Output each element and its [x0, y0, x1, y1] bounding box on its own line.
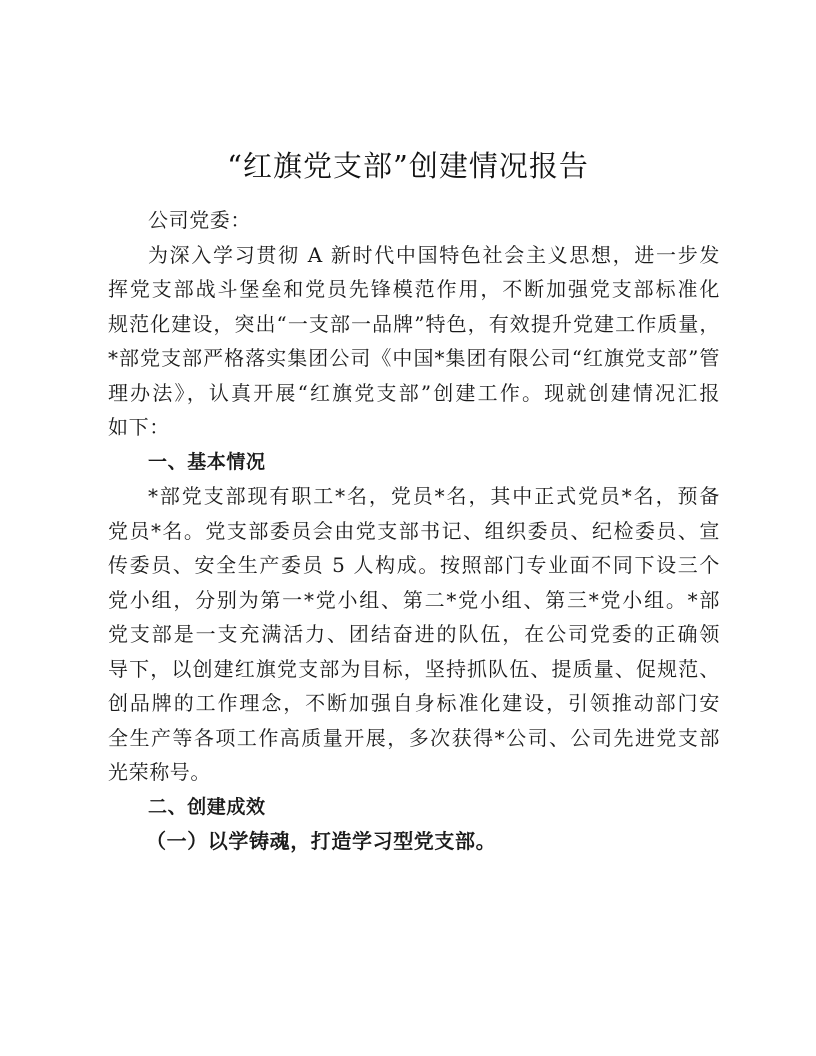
- paragraph-line: 如下：: [108, 415, 170, 439]
- paragraph-line: 理办法》，认真开展“红旗党支部”创建工作。现就创建情况汇报: [108, 380, 720, 405]
- paragraph-line: 挥党支部战斗堡垒和党员先锋模范作用，不断加强党支部标准化: [108, 277, 720, 301]
- paragraph-line: 全生产等各项工作高质量开展，多次获得*公司、公司先进党支部: [108, 725, 720, 750]
- section-heading-basic-info: 一、基本情况: [148, 450, 266, 473]
- salutation: 公司党委：: [148, 208, 251, 232]
- paragraph-line: 传委员、安全生产委员 5 人构成。按照部门专业面不同下设三个: [108, 553, 720, 577]
- document-title: “红旗党支部”创建情况报告: [227, 149, 589, 183]
- document-body: [108, 203, 720, 859]
- paragraph-line: 创品牌的工作理念，不断加强自身标准化建设，引领推动部门安: [108, 691, 720, 715]
- paragraph-line: *部党支部严格落实集团公司《中国*集团有限公司“红旗党支部”管: [108, 346, 720, 370]
- paragraph-line: 党支部是一支充满活力、团结奋进的队伍，在公司党委的正确领: [108, 622, 720, 646]
- section-heading-achievements: 二、创建成效: [148, 795, 266, 818]
- paragraph-line: 为深入学习贯彻 A 新时代中国特色社会主义思想，进一步发: [148, 242, 720, 267]
- paragraph-line: 党小组，分别为第一*党小组、第二*党小组、第三*党小组。*部: [108, 587, 720, 612]
- subsection-heading: （一）以学铸魂，打造学习型党支部。: [146, 829, 497, 853]
- intro-paragraph: [108, 238, 720, 445]
- paragraph-line: 导下，以创建红旗党支部为目标，坚持抓队伍、提质量、促规范、: [108, 656, 720, 681]
- paragraph-line: 光荣称号。: [108, 760, 211, 784]
- paragraph-line: 规范化建设，突出“一支部一品牌”特色，有效提升党建工作质量，: [108, 311, 720, 336]
- basic-info-paragraph: [108, 479, 720, 790]
- paragraph-line: *部党支部现有职工*名，党员*名，其中正式党员*名，预备: [148, 484, 720, 508]
- paragraph-line: 党员*名。党支部委员会由党支部书记、组织委员、纪检委员、宣: [108, 518, 720, 543]
